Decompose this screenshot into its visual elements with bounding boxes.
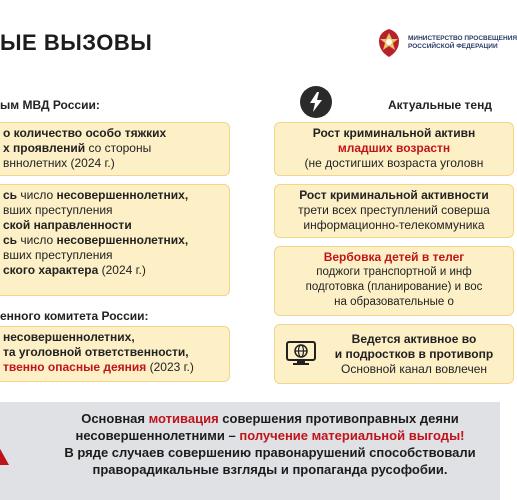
left-card-grave-crimes bbox=[0, 122, 230, 176]
summary-text-part: праворадикальные взгляды и пропаганда русофобии. bbox=[92, 462, 448, 477]
left-section-heading-2: енного комитета России: bbox=[0, 309, 149, 323]
ministry-emblem-icon bbox=[374, 27, 404, 59]
card-text: х проявлений bbox=[3, 141, 86, 155]
summary-text-part: несовершеннолетними – bbox=[75, 428, 240, 443]
card-text: вннолетних (2024 г.) bbox=[3, 156, 115, 170]
card-text: Ведется активное во bbox=[351, 331, 477, 346]
slide-title: ЫЕ ВЫЗОВЫ bbox=[0, 30, 153, 55]
card-text: Вербовка детей в телег bbox=[323, 250, 465, 264]
card-text: та уголовной ответственности, bbox=[3, 345, 189, 359]
right-card-cyber bbox=[274, 184, 514, 238]
right-section-heading: Актуальные тенд bbox=[388, 98, 492, 112]
card-text: ского характера bbox=[3, 263, 99, 277]
right-card-younger-ages bbox=[274, 122, 514, 176]
card-text: несовершеннолетних, bbox=[56, 188, 189, 202]
summary-text-part: В ряде случаев совершению правонарушений способствовали bbox=[64, 445, 476, 460]
summary-text-part: совершения противоправных деяни bbox=[218, 411, 459, 426]
card-text: (2023 г.) bbox=[146, 360, 194, 374]
card-text: подготовка (планирование) и вос bbox=[305, 281, 483, 293]
summary-text-part: мотивация bbox=[148, 411, 219, 426]
card-text: (2024 г.) bbox=[98, 263, 146, 277]
internet-monitor-icon bbox=[281, 334, 321, 374]
right-card-involvement bbox=[274, 324, 514, 384]
card-text: число bbox=[17, 233, 57, 247]
left-section-heading: ым МВД России: bbox=[0, 98, 100, 112]
card-text: трети всех преступлений соверша bbox=[298, 203, 490, 217]
card-text: твенно опасные деяния bbox=[3, 360, 147, 374]
summary-text-part: Основная bbox=[81, 411, 149, 426]
right-card-recruitment bbox=[274, 246, 514, 316]
card-text: вших преступления bbox=[3, 203, 113, 217]
card-text: сь bbox=[3, 188, 18, 202]
card-text: несовершеннолетних, bbox=[3, 330, 135, 344]
left-card-investigative bbox=[0, 326, 230, 382]
card-text: сь bbox=[3, 233, 18, 247]
ministry-logo bbox=[374, 26, 517, 60]
card-text: Рост криминальной активности bbox=[299, 188, 489, 202]
card-text: младших возрастн bbox=[337, 141, 451, 155]
logo-text-line2: РОССИЙСКОЙ ФЕДЕРАЦИИ bbox=[408, 43, 498, 50]
card-text: число bbox=[17, 188, 57, 202]
card-text: со стороны bbox=[85, 141, 152, 155]
summary-band bbox=[0, 402, 500, 500]
card-text: о количество особо тяжких bbox=[3, 126, 167, 140]
card-text: (не достигших возраста уголовн bbox=[304, 156, 484, 170]
left-card-minors-stats bbox=[0, 184, 230, 296]
warning-triangle-icon bbox=[0, 446, 10, 466]
card-text: Основной канал вовлечен bbox=[340, 361, 487, 376]
card-text: Рост криминальной активн bbox=[312, 126, 476, 140]
summary-text bbox=[40, 410, 500, 478]
card-text: вших преступления bbox=[3, 248, 113, 262]
lightning-warning-icon bbox=[300, 86, 332, 118]
logo-text-line1: МИНИСТЕРСТВО ПРОСВЕЩЕНИЯ bbox=[408, 35, 517, 42]
card-text: поджоги транспортной и инф bbox=[316, 266, 472, 278]
card-text: и подростков в противопр bbox=[334, 346, 494, 361]
card-text: информационно-телекоммуника bbox=[303, 218, 485, 232]
summary-text-part: получение материальной выгоды! bbox=[239, 428, 465, 443]
card-text: ской направленности bbox=[3, 218, 132, 232]
card-text: на образовательные о bbox=[334, 296, 454, 308]
card-text: несовершеннолетних, bbox=[56, 233, 189, 247]
